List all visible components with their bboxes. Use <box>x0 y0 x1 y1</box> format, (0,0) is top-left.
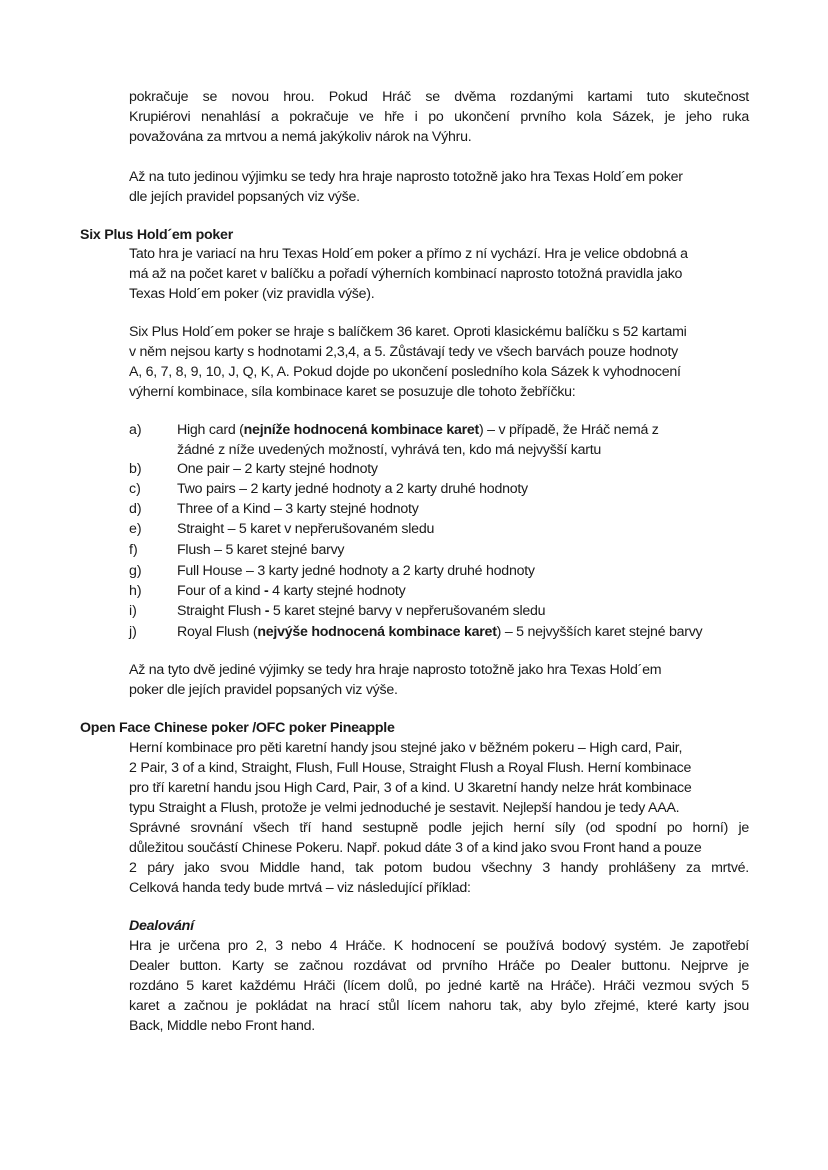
list-marker: f) <box>129 542 138 558</box>
body-text-line: A, 6, 7, 8, 9, 10, J, Q, K, A. Pokud dojde po ukončení posledního kola Sázek k vyhodnocení <box>129 364 681 380</box>
list-item: Three of a Kind – 3 karty stejné hodnoty <box>177 501 419 517</box>
body-text-line: považována za mrtvou a nemá jakýkoliv nárok na Výhru. <box>129 129 472 145</box>
body-text-line: důležitou součástí Chinese Pokeru. Např. pokud dáte 3 of a kind jako svou Front hand a pouze <box>129 840 702 856</box>
body-text-line: Krupiérovi nenahlásí a pokračuje ve hře i po ukončení prvního kola Sázek, je jeho ruka <box>129 109 749 125</box>
body-text-line: Six Plus Hold´em poker se hraje s balíčkem 36 karet. Oproti klasickému balíčku s 52 kartami <box>129 324 687 340</box>
body-text-line: 2 páry jako svou Middle hand, tak potom budou všechny 3 handy prohlášeny za mrtvé. <box>129 860 749 876</box>
body-text-line: Až na tuto jedinou výjimku se tedy hra hraje naprosto totožně jako hra Texas Hold´em poker <box>129 169 683 185</box>
list-item-continuation: žádné z níže uvedených možností, vyhrává ten, kdo má nejvyšší kartu <box>177 442 602 458</box>
list-marker: a) <box>129 422 142 438</box>
list-marker: d) <box>129 501 142 517</box>
list-marker: g) <box>129 563 142 579</box>
body-text-line: 2 Pair, 3 of a kind, Straight, Flush, Full House, Straight Flush a Royal Flush. Herní kombinace <box>129 760 692 776</box>
list-item: Four of a kind - 4 karty stejné hodnoty <box>177 583 406 599</box>
body-text-line: Back, Middle nebo Front hand. <box>129 1018 315 1034</box>
list-marker: e) <box>129 521 142 537</box>
list-item: Royal Flush (nejvýše hodnocená kombinace karet) – 5 nejvyšších karet stejné barvy <box>177 624 703 640</box>
list-marker: b) <box>129 461 142 477</box>
body-text-line: Dealer button. Karty se začnou rozdávat od prvního Hráče po Dealer buttonu. Nejprve je <box>129 958 749 974</box>
section-heading-six-plus: Six Plus Hold´em poker <box>80 227 233 243</box>
list-item: One pair – 2 karty stejné hodnoty <box>177 461 378 477</box>
subsection-heading-dealing: Dealování <box>129 918 194 934</box>
list-item: Two pairs – 2 karty jedné hodnoty a 2 karty druhé hodnoty <box>177 481 528 497</box>
body-text-line: má až na počet karet v balíčku a pořadí výherních kombinací naprosto totožná pravidla jako <box>129 266 683 282</box>
body-text-line: pokračuje se novou hrou. Pokud Hráč se dvěma rozdanými kartami tuto skutečnost <box>129 89 749 105</box>
body-text-line: Tato hra je variací na hru Texas Hold´em poker a přímo z ní vychází. Hra je velice obdobná a <box>129 246 688 262</box>
list-item: Flush – 5 karet stejné barvy <box>177 542 345 558</box>
list-item: Full House – 3 karty jedné hodnoty a 2 karty druhé hodnoty <box>177 563 535 579</box>
body-text-line: poker dle jejích pravidel popsaných viz výše. <box>129 682 398 698</box>
list-item: Straight Flush - 5 karet stejné barvy v nepřerušovaném sledu <box>177 603 546 619</box>
list-item: High card (nejníže hodnocená kombinace karet) – v případě, že Hráč nemá z <box>177 422 659 438</box>
body-text-line: karet a začnou je pokládat na hrací stůl lícem nahoru tak, aby bylo zřejmé, které karty jsou <box>129 998 749 1014</box>
body-text-line: Celková handa tedy bude mrtvá – viz následující příklad: <box>129 880 471 896</box>
body-text-line: Hra je určena pro 2, 3 nebo 4 Hráče. K hodnocení se používá bodový systém. Je zapotřebí <box>129 938 749 954</box>
body-text-line: dle jejích pravidel popsaných viz výše. <box>129 189 360 205</box>
body-text-line: výherní kombinace, síla kombinace karet se posuzuje dle tohoto žebříčku: <box>129 384 576 400</box>
body-text-line: Texas Hold´em poker (viz pravidla výše). <box>129 286 375 302</box>
body-text-line: v něm nejsou karty s hodnotami 2,3,4, a 5. Zůstávají tedy ve všech barvách pouze hodnoty <box>129 344 678 360</box>
list-marker: j) <box>129 624 137 640</box>
body-text-line: Až na tyto dvě jediné výjimky se tedy hra hraje naprosto totožně jako hra Texas Hold´em <box>129 662 662 678</box>
list-marker: c) <box>129 481 141 497</box>
body-text-line: pro tří karetní handu jsou High Card, Pair, 3 of a kind. U 3karetní handy nelze hrát kombinace <box>129 780 692 796</box>
body-text-line: rozdáno 5 karet každému Hráči (lícem dolů, po jedné kartě na Hráče). Hráči vezmou svých 5 <box>129 978 749 994</box>
list-marker: h) <box>129 583 142 599</box>
body-text-line: Herní kombinace pro pěti karetní handy jsou stejné jako v běžném pokeru – High card, Pair, <box>129 740 683 756</box>
section-heading-ofc: Open Face Chinese poker /OFC poker Pineapple <box>80 720 395 736</box>
body-text-line: typu Straight a Flush, protože je velmi jednoduché je sestavit. Nejlepší handou je tedy AAA. <box>129 800 680 816</box>
list-marker: i) <box>129 603 137 619</box>
body-text-line: Správné srovnání všech tří hand sestupně podle jejich herní síly (od spodní po horní) je <box>129 820 749 836</box>
list-item: Straight – 5 karet v nepřerušovaném sledu <box>177 521 435 537</box>
